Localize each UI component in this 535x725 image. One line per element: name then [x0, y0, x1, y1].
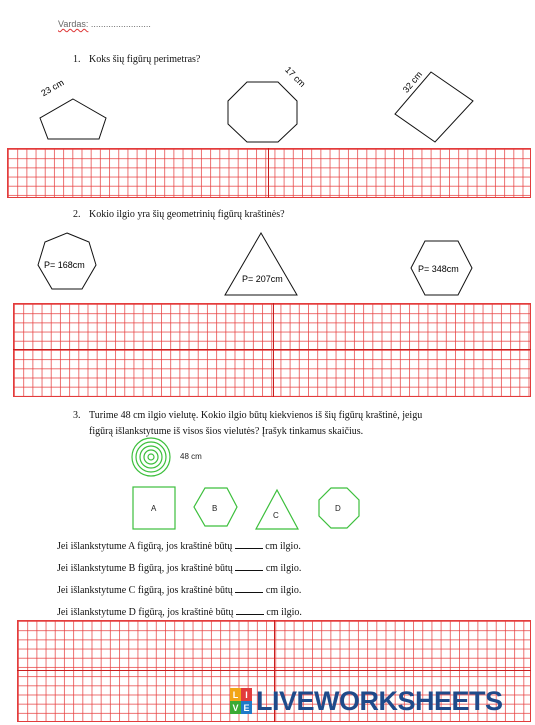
wire-spiral-icon — [132, 438, 170, 476]
octagon-shape — [228, 82, 297, 142]
answer-c-text: Jei išlankstytume C figūrą, jos kraštinė būtų — [57, 585, 233, 596]
logo-box-icon — [230, 688, 252, 714]
answer-a-text: Jei išlankstytume A figūrą, jos kraštinė būtų — [57, 541, 233, 552]
grid-2-divider-h — [13, 349, 531, 350]
q3-shapes — [0, 436, 535, 536]
question-3-number: 3. — [73, 410, 81, 421]
heptagon-label: P= 168cm — [44, 260, 85, 270]
logo-box-e: E — [241, 701, 252, 714]
question-2-number: 2. — [73, 209, 81, 220]
answer-line-a — [57, 538, 301, 553]
shape-d-label: D — [335, 504, 341, 513]
answer-d-text: Jei išlankstytume D figūrą, jos kraštinė būtų — [57, 607, 234, 618]
wire-length-label: 48 cm — [180, 452, 202, 461]
triangle-label: P= 207cm — [242, 274, 283, 284]
triangle-shape — [225, 233, 297, 295]
q2-shapes — [0, 228, 535, 308]
answer-b-input[interactable] — [235, 560, 263, 571]
question-3 — [73, 409, 422, 422]
logo-box-l: L — [230, 688, 241, 701]
question-2 — [73, 208, 285, 221]
answer-line-b — [57, 560, 301, 575]
grid-2-divider-v — [273, 303, 274, 397]
hexagon-label: P= 348cm — [418, 264, 459, 274]
liveworksheets-logo — [230, 686, 503, 716]
shape-b-label: B — [212, 504, 218, 513]
square-side-label: 32 cm — [400, 69, 425, 95]
shape-a-label: A — [151, 504, 157, 513]
question-2-text: Kokio ilgio yra šių geometrinių figūrų kraštinės? — [89, 209, 285, 220]
pentagon-shape — [40, 99, 106, 139]
question-3-text-line1: Turime 48 cm ilgio vielutę. Kokio ilgio būtų kiekvienos iš šių figūrų kraštinė, jeigu — [89, 410, 423, 421]
answer-c-input[interactable] — [235, 582, 263, 593]
answer-grid-2[interactable] — [13, 303, 531, 397]
question-1-text: Koks šių figūrų perimetras? — [89, 54, 201, 65]
shape-c-label: C — [273, 511, 279, 520]
answer-b-text: Jei išlankstytume B figūrą, jos kraštinė būtų — [57, 563, 233, 574]
answer-a-input[interactable] — [235, 538, 263, 549]
answer-d-input[interactable] — [236, 604, 264, 615]
shape-c-triangle — [256, 490, 298, 529]
question-1-number: 1. — [73, 54, 81, 65]
grid-1-divider — [268, 148, 269, 198]
answer-line-d — [57, 604, 302, 619]
grid-3-divider-h — [17, 670, 531, 671]
name-label: Vardas: — [58, 19, 89, 29]
answer-line-c — [57, 582, 301, 597]
octagon-side-label: 17 cm — [283, 64, 308, 89]
name-line — [58, 18, 151, 31]
logo-text: LIVEWORKSHEETS — [256, 685, 503, 716]
answer-a-unit: cm ilgio. — [265, 541, 301, 552]
answer-d-unit: cm ilgio. — [266, 607, 302, 618]
answer-b-unit: cm ilgio. — [265, 563, 302, 574]
name-dots: ........................ — [90, 19, 151, 29]
question-3-text-line2: figūrą išlankstytume iš visos šios vielutės? Įrašyk tinkamus skaičius. — [89, 426, 364, 437]
logo-box-v: V — [230, 701, 241, 714]
answer-grid-1[interactable] — [7, 148, 531, 198]
logo-box-i: I — [241, 688, 252, 701]
pentagon-side-label: 23 cm — [39, 77, 66, 99]
answer-c-unit: cm ilgio. — [265, 585, 302, 596]
